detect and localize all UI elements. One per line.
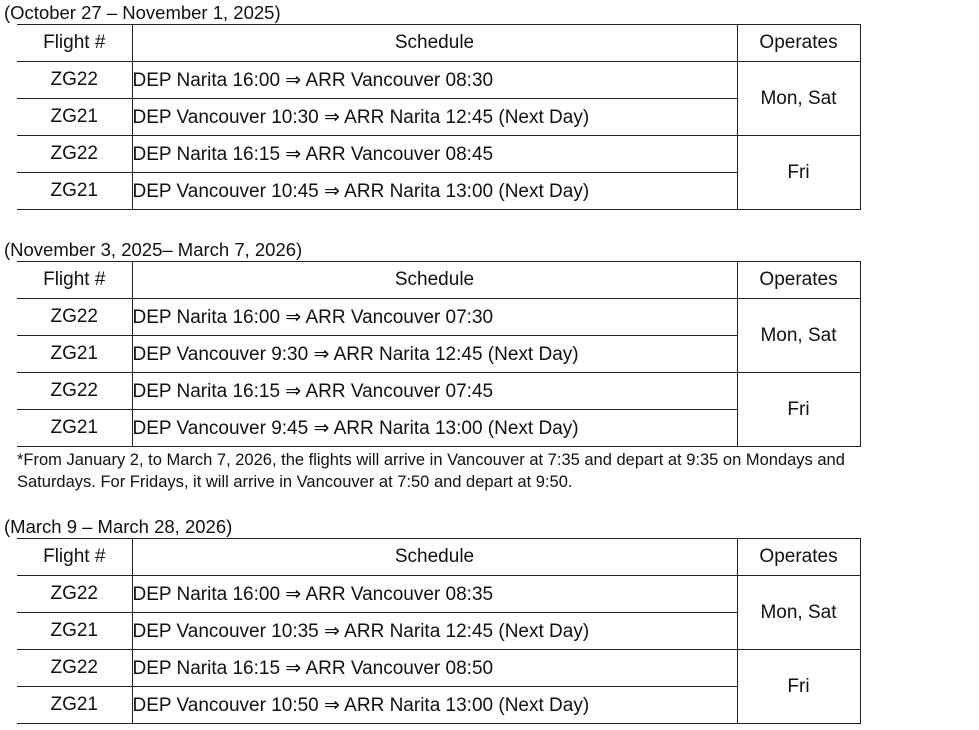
period-heading: (October 27 – November 1, 2025) xyxy=(4,2,281,23)
table-row xyxy=(17,687,860,724)
route: DEP Narita 16:15 ⇒ ARR Vancouver 08:45 xyxy=(132,136,737,173)
table-row xyxy=(17,62,860,99)
table-row xyxy=(17,373,860,410)
flight-number: ZG22 xyxy=(17,373,132,410)
table-row xyxy=(17,173,860,210)
table-row xyxy=(17,650,860,687)
table-row xyxy=(17,576,860,613)
flight-number: ZG21 xyxy=(17,613,132,650)
operates-column-header: Operates xyxy=(737,539,860,576)
route: DEP Vancouver 9:30 ⇒ ARR Narita 12:45 (Next Day) xyxy=(132,336,737,373)
table-row xyxy=(17,99,860,136)
table-row xyxy=(17,336,860,373)
flight-number: ZG21 xyxy=(17,336,132,373)
route: DEP Vancouver 9:45 ⇒ ARR Narita 13:00 (Next Day) xyxy=(132,410,737,447)
schedule-column-header: Schedule xyxy=(132,539,737,576)
schedule-table xyxy=(17,538,861,724)
table-header-row xyxy=(17,25,860,62)
schedule-table xyxy=(17,24,861,210)
route: DEP Narita 16:00 ⇒ ARR Vancouver 07:30 xyxy=(132,299,737,336)
operating-days: Mon, Sat xyxy=(737,299,860,373)
route: DEP Vancouver 10:50 ⇒ ARR Narita 13:00 (Next Day) xyxy=(132,687,737,724)
table-row xyxy=(17,299,860,336)
route: DEP Vancouver 10:35 ⇒ ARR Narita 12:45 (Next Day) xyxy=(132,613,737,650)
footnote-line: Saturdays. For Fridays, it will arrive in Vancouver at 7:50 and depart at 9:50. xyxy=(17,473,573,491)
flight-number: ZG22 xyxy=(17,136,132,173)
flight-column-header: Flight # xyxy=(17,262,132,299)
route: DEP Vancouver 10:30 ⇒ ARR Narita 12:45 (Next Day) xyxy=(132,99,737,136)
route: DEP Narita 16:00 ⇒ ARR Vancouver 08:35 xyxy=(132,576,737,613)
flight-number: ZG21 xyxy=(17,173,132,210)
operates-column-header: Operates xyxy=(737,25,860,62)
operating-days: Fri xyxy=(737,136,860,210)
flight-number: ZG22 xyxy=(17,62,132,99)
schedule-footnote xyxy=(17,449,979,493)
schedule-column-header: Schedule xyxy=(132,262,737,299)
route: DEP Narita 16:15 ⇒ ARR Vancouver 08:50 xyxy=(132,650,737,687)
operating-days: Fri xyxy=(737,650,860,724)
schedule-column-header: Schedule xyxy=(132,25,737,62)
operating-days: Fri xyxy=(737,373,860,447)
period-heading: (November 3, 2025– March 7, 2026) xyxy=(4,239,303,260)
footnote-line: *From January 2, to March 7, 2026, the flights will arrive in Vancouver at 7:35 and depart at 9:35 on Mondays and xyxy=(17,451,845,469)
operates-column-header: Operates xyxy=(737,262,860,299)
table-row xyxy=(17,410,860,447)
flight-number: ZG21 xyxy=(17,687,132,724)
period-heading: (March 9 – March 28, 2026) xyxy=(4,516,233,537)
flight-number: ZG22 xyxy=(17,650,132,687)
flight-column-header: Flight # xyxy=(17,25,132,62)
flight-number: ZG22 xyxy=(17,576,132,613)
flight-number: ZG21 xyxy=(17,99,132,136)
flight-column-header: Flight # xyxy=(17,539,132,576)
flight-number: ZG21 xyxy=(17,410,132,447)
table-header-row xyxy=(17,262,860,299)
schedule-table xyxy=(17,261,861,447)
operating-days: Mon, Sat xyxy=(737,576,860,650)
table-row xyxy=(17,613,860,650)
route: DEP Vancouver 10:45 ⇒ ARR Narita 13:00 (Next Day) xyxy=(132,173,737,210)
route: DEP Narita 16:15 ⇒ ARR Vancouver 07:45 xyxy=(132,373,737,410)
table-row xyxy=(17,136,860,173)
flight-number: ZG22 xyxy=(17,299,132,336)
operating-days: Mon, Sat xyxy=(737,62,860,136)
table-header-row xyxy=(17,539,860,576)
route: DEP Narita 16:00 ⇒ ARR Vancouver 08:30 xyxy=(132,62,737,99)
